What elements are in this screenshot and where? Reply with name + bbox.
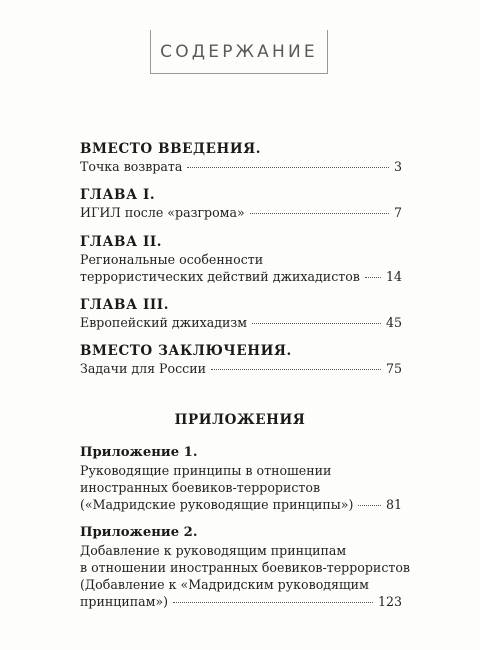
dot-leader <box>211 369 381 370</box>
entry-line: Руководящие принципы в отношении <box>80 463 332 478</box>
entry-title: Задачи для России <box>80 361 206 376</box>
toc-row <box>80 360 402 377</box>
toc-entry-chapter-2[interactable] <box>80 233 402 285</box>
entry-title: ИГИЛ после «разгрома» <box>80 205 245 220</box>
appendix-heading: Приложение 1. <box>80 445 198 460</box>
toc-entry-conclusion[interactable] <box>80 342 402 377</box>
dot-leader <box>173 602 373 603</box>
toc-title: СОДЕРЖАНИЕ <box>160 41 318 62</box>
page-number: 14 <box>385 269 402 284</box>
entry-line: (Добавление к «Мадридским руководящим <box>80 577 369 592</box>
chapter-heading: ВМЕСТО ЗАКЛЮЧЕНИЯ. <box>80 343 292 359</box>
chapter-heading: ГЛАВА III. <box>80 297 170 313</box>
dot-leader <box>250 213 389 214</box>
chapter-heading: ГЛАВА II. <box>80 234 163 250</box>
toc-title-frame <box>150 30 328 74</box>
page-number: 7 <box>393 205 402 220</box>
entry-title: Европейский джихадизм <box>80 315 248 330</box>
page-number: 3 <box>393 159 402 174</box>
toc-entry-intro[interactable] <box>80 140 402 175</box>
entry-line: в отношении иностранных боевиков-террористов <box>80 560 411 575</box>
page-number: 123 <box>377 594 402 609</box>
toc-entry-appendix-2[interactable] <box>80 524 411 610</box>
toc-row <box>80 268 402 285</box>
toc-row <box>80 593 402 610</box>
chapter-heading: ВМЕСТО ВВЕДЕНИЯ. <box>80 141 262 157</box>
toc-row <box>80 496 402 513</box>
appendix-heading: Приложение 2. <box>80 525 198 540</box>
toc-row <box>80 314 402 331</box>
page-number: 45 <box>385 315 402 330</box>
toc-entry-chapter-3[interactable] <box>80 296 402 331</box>
page-number: 81 <box>385 497 402 512</box>
chapter-heading: ГЛАВА I. <box>80 187 156 203</box>
entry-line: Добавление к руководящим принципам <box>80 543 347 558</box>
dot-leader <box>252 323 381 324</box>
dot-leader <box>187 167 389 168</box>
toc-entry-appendix-1[interactable] <box>80 444 402 513</box>
toc-entry-chapter-1[interactable] <box>80 186 402 221</box>
page-number: 75 <box>385 361 402 376</box>
entry-title: Точка возврата <box>80 159 183 174</box>
entry-title: террористических действий джихадистов <box>80 269 360 284</box>
appendix-section-title: ПРИЛОЖЕНИЯ <box>174 412 306 428</box>
toc-row <box>80 204 402 221</box>
entry-line: Региональные особенности <box>80 252 264 267</box>
entry-line: иностранных боевиков-террористов <box>80 480 321 495</box>
dot-leader <box>365 277 381 278</box>
entry-title: принципам») <box>80 594 169 609</box>
toc-row <box>80 158 402 175</box>
dot-leader <box>358 505 381 506</box>
entry-title: («Мадридские руководящие принципы») <box>80 497 354 512</box>
